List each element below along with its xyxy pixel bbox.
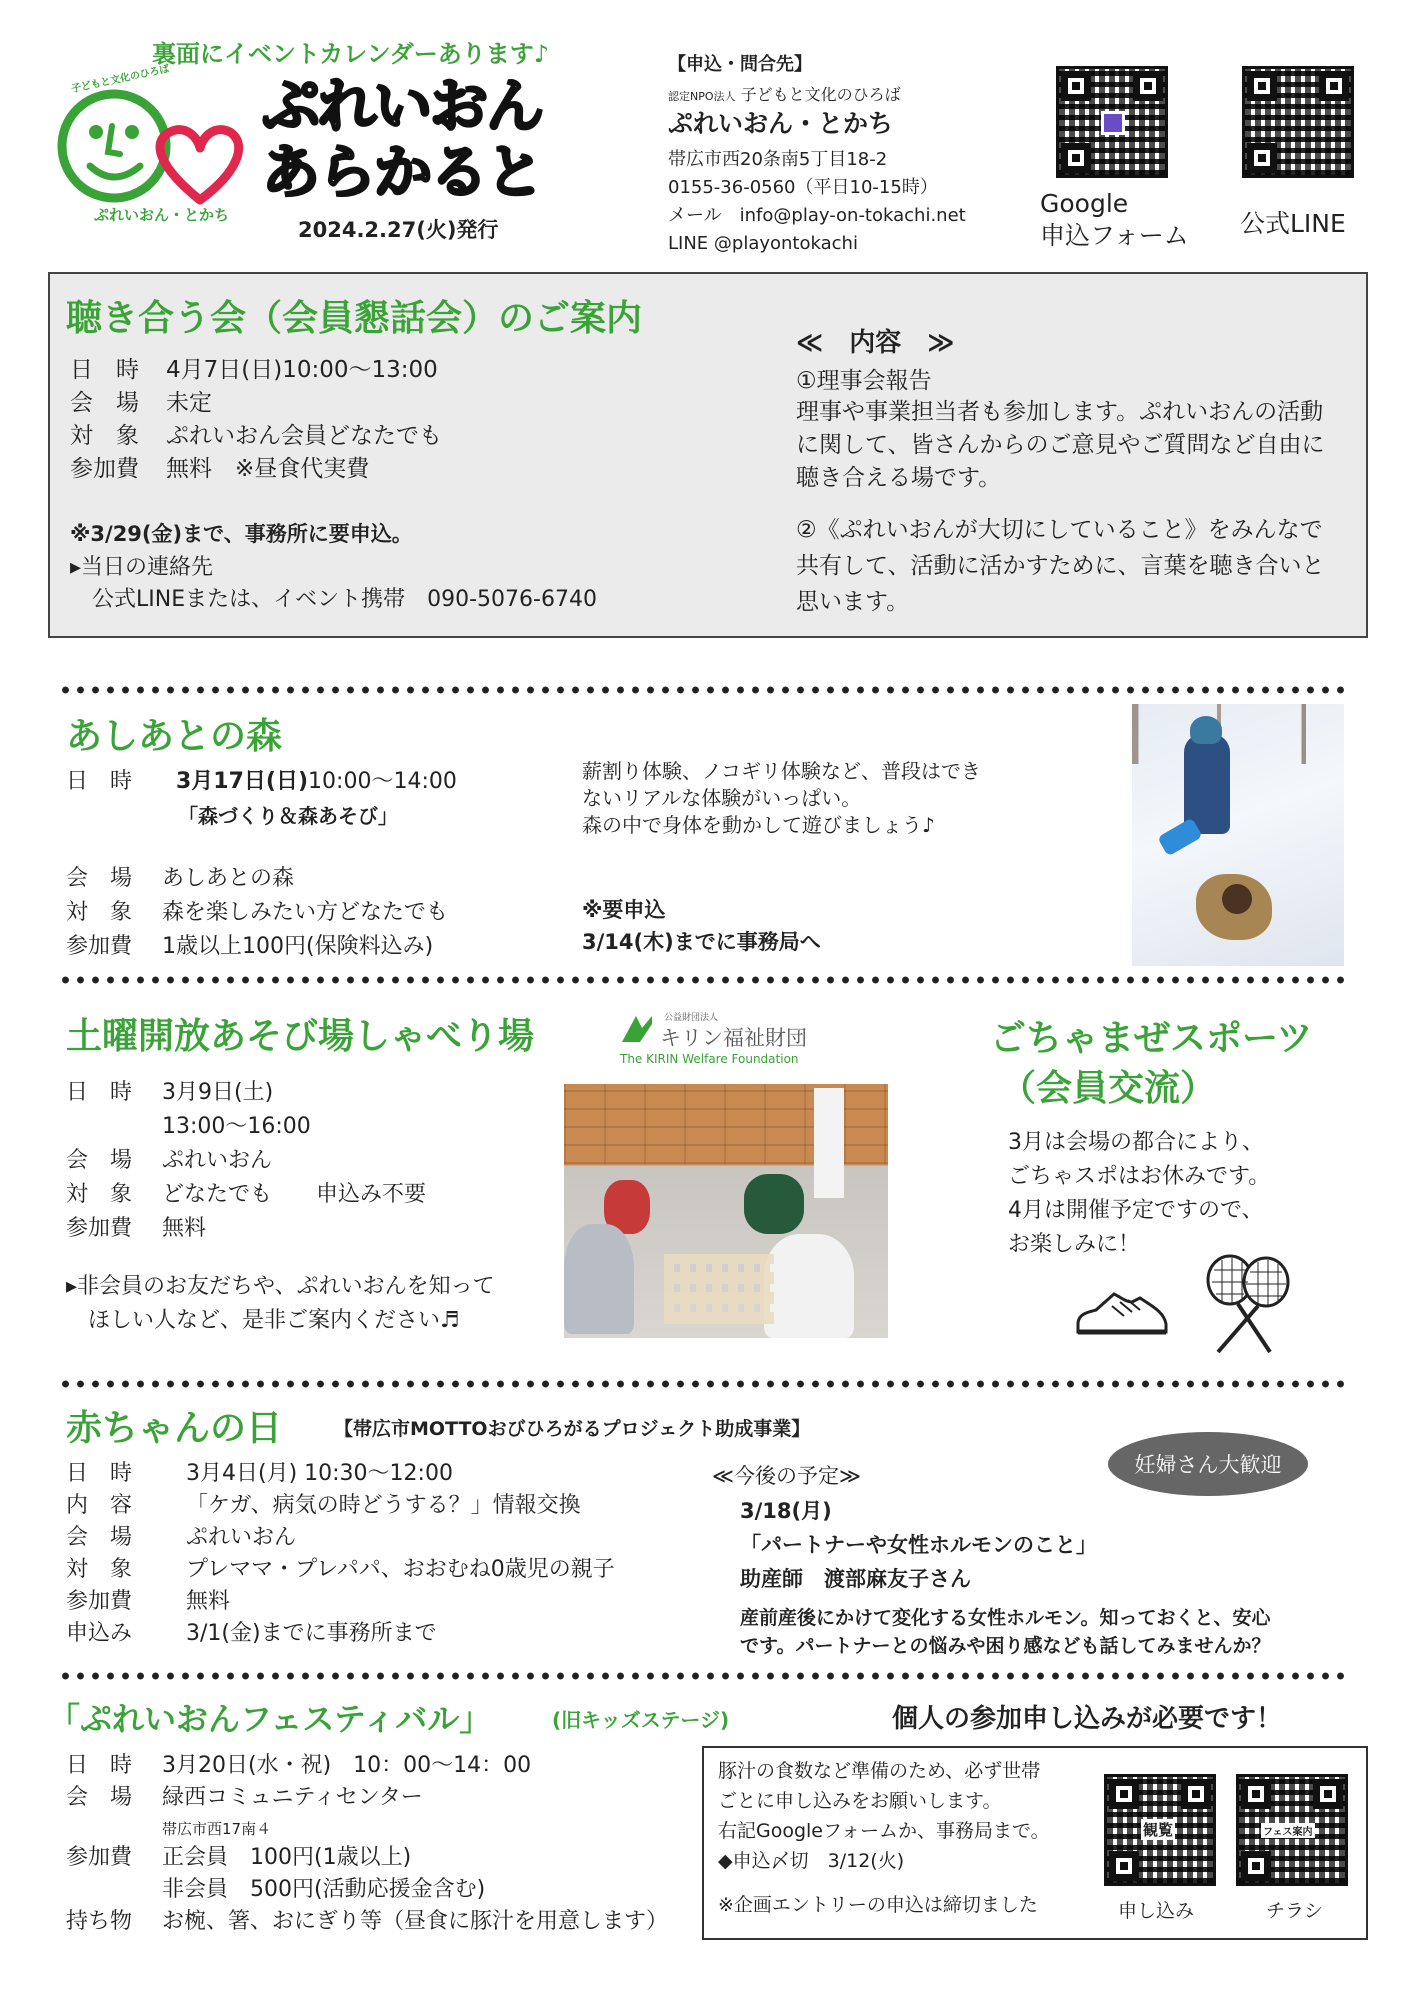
forest-photo — [1132, 704, 1344, 966]
future-event: 3/18(月) 「パートナーや女性ホルモンのこと」 助産師 渡部麻友子さん — [740, 1499, 1097, 1591]
address: 帯広市西20条南5丁目18-2 — [668, 149, 888, 170]
form-icon — [1101, 111, 1125, 135]
meeting-row: 対 象 ぷれいおん会員どなたでも — [70, 423, 442, 449]
baby-info — [66, 1458, 615, 1650]
newsletter-title-line1: ぷれいおん — [262, 72, 543, 140]
baby-row: 日 時 3月4日(月) 10:30～12:00 — [66, 1461, 453, 1486]
forest-info — [66, 862, 448, 964]
festival-row: 日 時 3月20日(水・祝) 10：00～14：00 — [66, 1753, 532, 1778]
line-id[interactable]: LINE @playontokachi — [668, 233, 858, 254]
baby-row: 内 容 「ケガ、病気の時どうする？」情報交換 — [66, 1493, 581, 1518]
contact-heading: 【申込・問合先】 — [668, 54, 812, 75]
section-divider — [58, 686, 1348, 694]
festival-title: 「ぷれいおんフェスティバル」 — [48, 1700, 492, 1738]
phone: 0155-36-0560（平日10-15時） — [668, 177, 938, 198]
content-heading: ≪ 内容 ≫ — [796, 328, 955, 358]
saturday-info — [66, 1076, 426, 1246]
google-form-qr-icon[interactable] — [1056, 66, 1168, 178]
logo-bottom-text: ぷれいおん・とかち — [94, 206, 230, 224]
meeting-contact-value: 公式LINEまたは、イベント携帯 090-5076-6740 — [92, 587, 597, 612]
festival-box-text: 豚汁の食数など準備のため、必ず世帯 ごとに申し込みをお願いします。 右記Googleフォームか、事務局まで。 ◆申込〆切 3/12(火) — [718, 1760, 1050, 1872]
forest-description: 薪割り体験、ノコギリ体験など、普段はでき ないリアルな体験がいっぱい。 森の中で身体を動かして遊びましょう♪ — [582, 759, 981, 837]
festival-info — [66, 1750, 531, 1814]
newsletter-title-line2: あらかると — [262, 138, 543, 206]
meeting-row: 会 場 未定 — [70, 390, 212, 416]
future-heading: ≪今後の予定≫ — [712, 1464, 861, 1488]
mail[interactable]: メール info@play-on-tokachi.net — [668, 205, 966, 226]
meeting-title: 聴き合う会（会員懇話会）のご案内 — [66, 298, 643, 339]
meeting-info — [70, 354, 442, 486]
content-item1-body: 理事や事業担当者も参加します。ぷれいおんの活動に関して、皆さんからのご意見やご質問など自由に聴き合える場です。 — [796, 399, 1325, 491]
contact-details — [668, 146, 966, 258]
apply-qr-label: 申し込み — [1118, 1900, 1195, 1922]
play-area-photo — [564, 1084, 888, 1338]
forest-row: 参加費 1歳以上100円(保険料込み) — [66, 934, 434, 959]
festival-notice: 個人の参加申し込みが必要です！ — [892, 1704, 1283, 1734]
flyer-qr-label: チラシ — [1266, 1900, 1324, 1922]
baby-subtitle: 【帯広市MOTTOおびひろがるプロジェクト助成事業】 — [334, 1418, 811, 1440]
festival-fee: 参加費 正会員 100円(1歳以上) 非会員 500円(活動応援金含む) 持ち物 お椀、箸、おにぎり等（昼食に豚汁を用意します） — [66, 1845, 669, 1934]
baby-row: 会 場 ぷれいおん — [66, 1525, 297, 1550]
sponsor-en: The KIRIN Welfare Foundation — [620, 1052, 799, 1066]
line-label: 公式LINE — [1240, 209, 1346, 238]
forest-title: あしあとの森 — [66, 716, 283, 757]
kirin-sponsor-logo — [620, 1010, 810, 1072]
forest-row: 会 場 あしあとの森 — [66, 866, 295, 891]
festival-venue-address: 帯広市西17南４ — [162, 1820, 272, 1838]
org-sub: 子どもと文化のひろば — [740, 85, 901, 104]
badminton-racket-icon — [1198, 1248, 1294, 1358]
baby-row: 申込み 3/1(金)までに事務所まで — [66, 1621, 437, 1646]
google-form-label — [1040, 188, 1189, 252]
form-label: 申込フォーム — [1040, 221, 1189, 250]
calendar-notice: 裏面にイベントカレンダーあります♪ — [152, 40, 550, 68]
sports-subtitle: （会員交流） — [1000, 1068, 1217, 1109]
pregnant-welcome-badge: 妊婦さん大歓迎 — [1108, 1432, 1308, 1496]
meeting-row: 日 時 4月7日(日)10:00～13:00 — [70, 357, 438, 383]
section-divider — [58, 976, 1348, 984]
saturday-row: 対 象 どなたでも 申込み不要 — [66, 1182, 427, 1207]
forest-date-row: 日 時 3月17日(日) 10:00～14:00 — [66, 769, 457, 794]
google-label: Google — [1040, 189, 1129, 218]
org-prefix: 認定NPO法人 — [668, 90, 736, 103]
sports-title: ごちゃまぜスポーツ — [990, 1018, 1313, 1059]
saturday-title: 土曜開放あそび場しゃべり場 — [66, 1016, 535, 1057]
saturday-row: 参加費 無料 — [66, 1216, 207, 1241]
saturday-row: 会 場 ぷれいおん — [66, 1148, 273, 1173]
festival-row: 会 場 緑西コミュニティセンター — [66, 1785, 423, 1810]
baby-row: 対 象 プレママ・プレパパ、おおむね0歳児の親子 — [66, 1557, 615, 1582]
sponsor-small: 公益財団法人 — [664, 1013, 719, 1023]
content-item1-title: ①理事会報告 — [796, 368, 932, 394]
logo-top-text: 子どもと文化のひろば — [70, 63, 171, 96]
meeting-deadline: ※3/29(金)まで、事務所に要申込。 — [70, 522, 413, 546]
festival-flyer-qr-icon[interactable] — [1236, 1774, 1348, 1886]
section-divider — [58, 1672, 1348, 1680]
saturday-row: 13:00～16:00 — [162, 1114, 311, 1139]
saturday-note: ▸非会員のお友だちや、ぷれいおんを知って ほしい人など、是非ご案内ください♬ — [66, 1274, 495, 1333]
kirin-leaf-icon — [620, 1014, 654, 1046]
baby-title: 赤ちゃんの日 — [66, 1408, 283, 1449]
meeting-row: 参加費 無料 ※昼食代実費 — [70, 456, 370, 482]
festival-apply-qr-icon[interactable] — [1104, 1774, 1216, 1886]
line-qr-icon[interactable] — [1242, 66, 1354, 178]
org-label — [668, 82, 901, 105]
forest-apply: ※要申込 3/14(木)までに事務局へ — [582, 898, 821, 954]
baby-row: 参加費 無料 — [66, 1589, 231, 1614]
section-divider — [58, 1380, 1348, 1388]
org-logo — [50, 63, 250, 224]
saturday-row: 日 時 3月9日(土) — [66, 1080, 274, 1105]
issue-date: 2024.2.27(火)発行 — [298, 218, 499, 242]
forest-subtitle: 「森づくり＆森あそび」 — [178, 804, 398, 828]
festival-box-closed: ※企画エントリーの申込は締切ました — [718, 1894, 1038, 1916]
sponsor-name: キリン福祉財団 — [660, 1026, 807, 1050]
sports-body: 3月は会場の都合により、 ごちゃスポはお休みです。 4月は開催予定ですので、 お楽しみに！ — [1008, 1130, 1271, 1257]
qr-overlay-info: フェス案内 — [1261, 1823, 1315, 1838]
festival-title-note: (旧キッズステージ) — [552, 1708, 730, 1732]
org-name: ぷれいおん・とかち — [668, 109, 894, 138]
qr-overlay-view: 観覧 — [1143, 1821, 1174, 1839]
forest-row: 対 象 森を楽しみたい方どなたでも — [66, 900, 449, 925]
future-body: 産前産後にかけて変化する女性ホルモン。知っておくと、安心 です。パートナーとの悩みや困り感なども話してみませんか？ — [740, 1607, 1271, 1657]
sneaker-icon — [1074, 1284, 1170, 1342]
content-item2-body: ②《ぷれいおんが大切にしていること》をみんなで共有して、活動に活かすために、言葉を聴き合いと思います。 — [796, 517, 1325, 615]
meeting-contact-label: ▸当日の連絡先 — [70, 555, 214, 580]
